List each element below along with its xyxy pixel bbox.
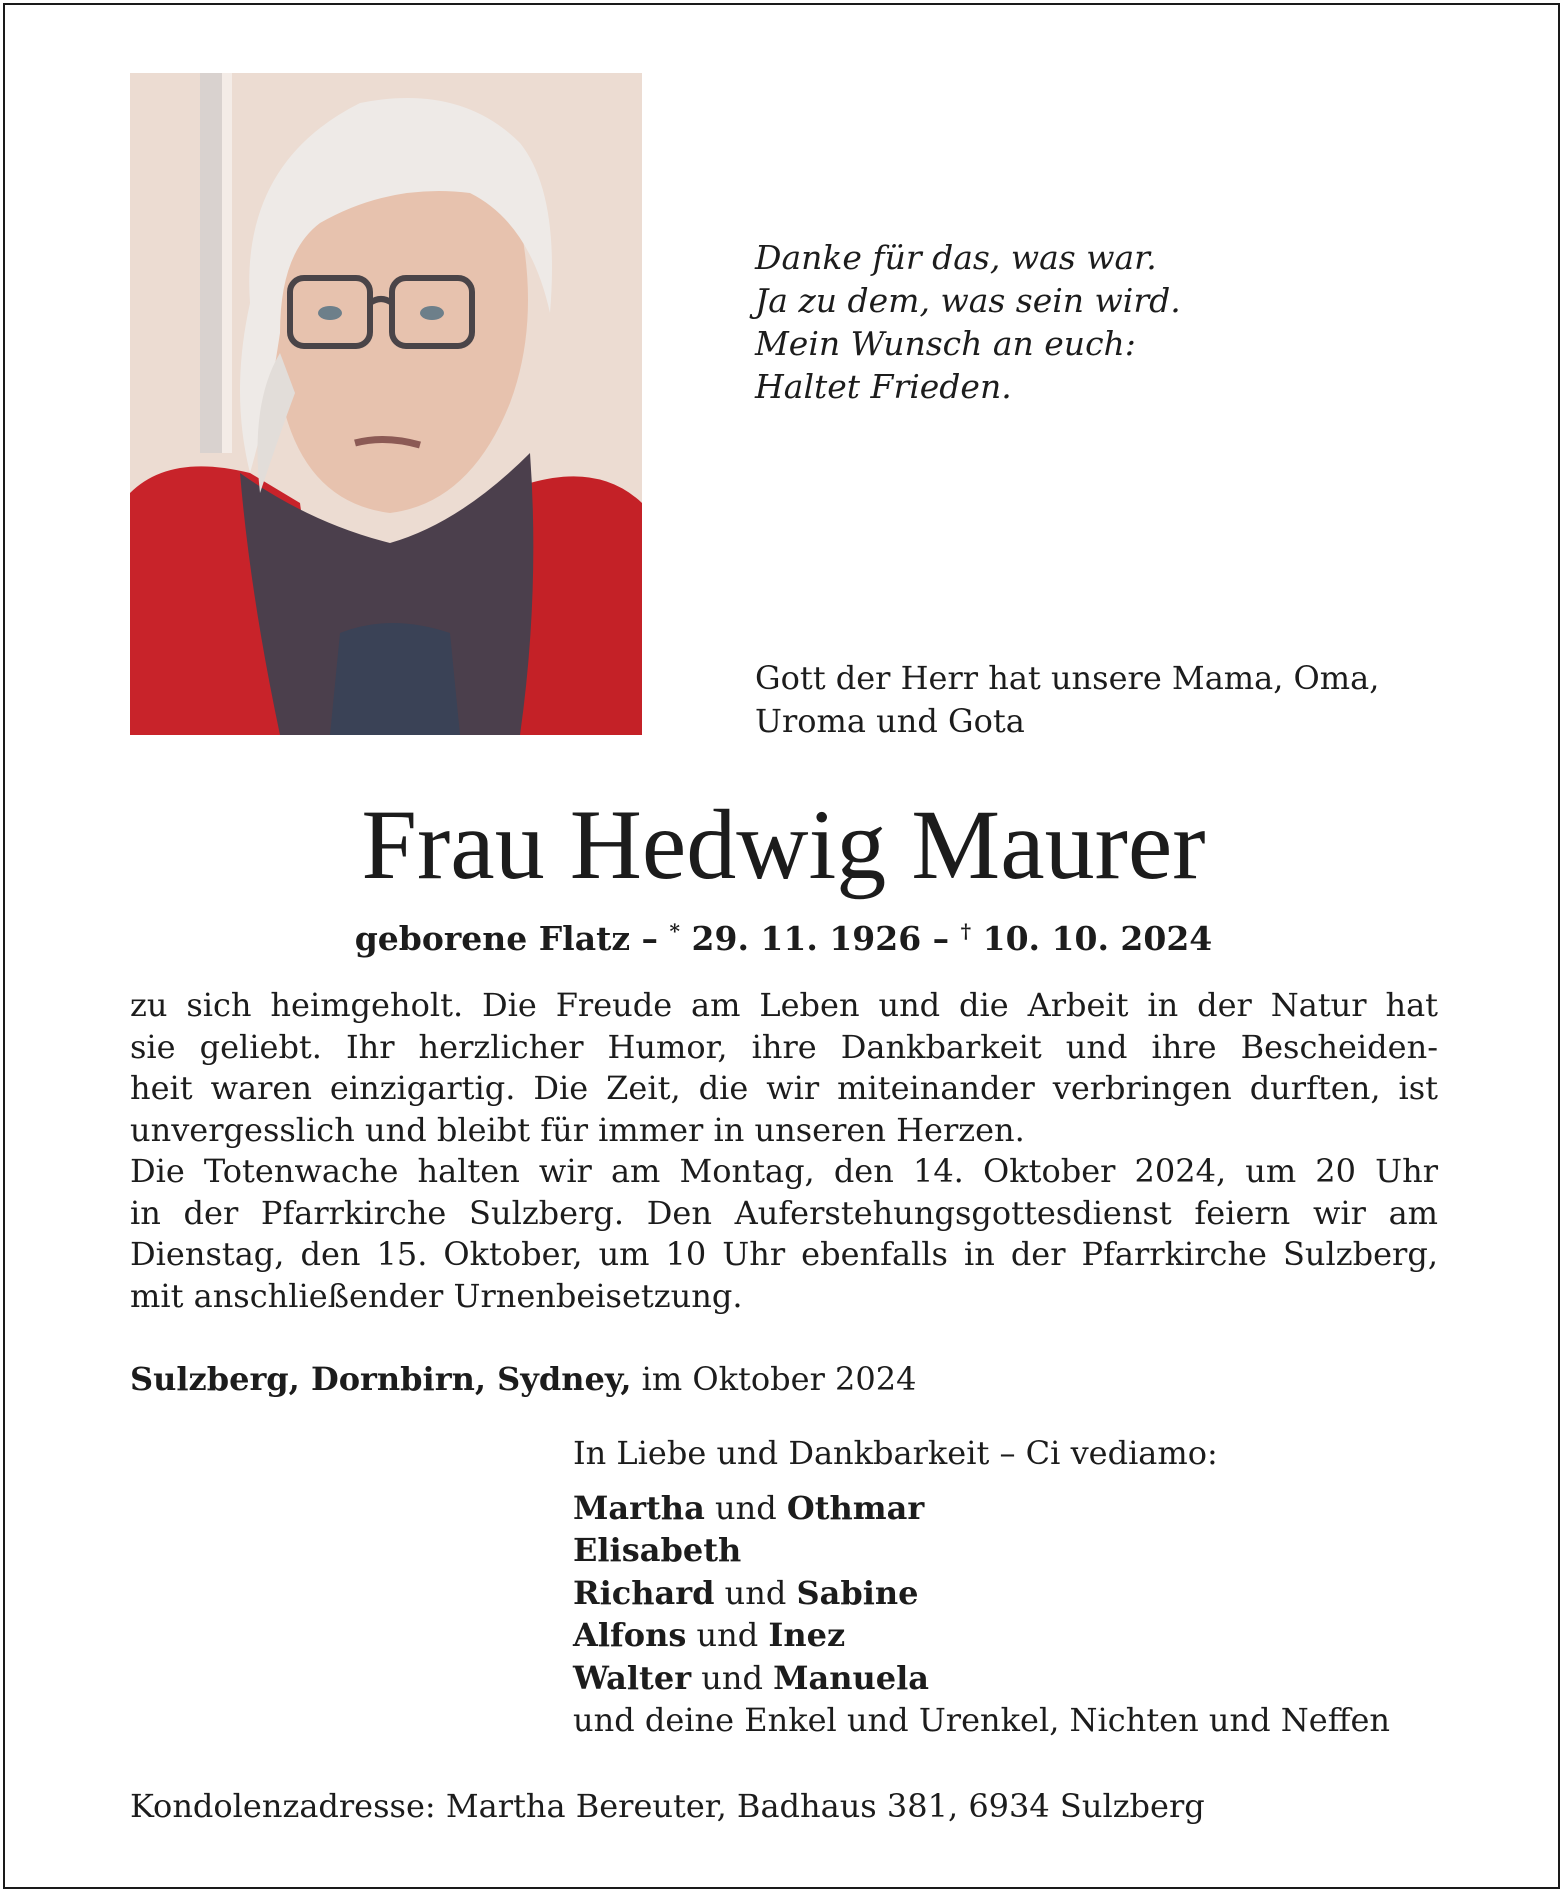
place-and-date: [130, 1358, 916, 1400]
family-member-row: [573, 1572, 1390, 1615]
intro-text: [755, 657, 1379, 743]
body-line: unvergesslich und bleibt für immer in unseren Herzen.: [130, 1110, 1025, 1149]
family-member: Sabine: [796, 1573, 919, 1612]
family-member-row: [573, 1657, 1390, 1700]
death-date: 10. 10. 2024: [982, 919, 1213, 958]
poem-line: Danke für das, was war.: [755, 238, 1157, 277]
poem-line: Mein Wunsch an euch:: [755, 324, 1136, 363]
body-line: Dienstag, den 15. Oktober, um 10 Uhr ebenfalls in der Pfarrkirche Sulzberg,: [130, 1235, 1438, 1273]
family-member: Richard: [573, 1573, 715, 1612]
obituary-body: [130, 985, 1438, 1317]
portrait-photo: [130, 73, 642, 735]
connector: und: [724, 1573, 787, 1612]
family-member: Elisabeth: [573, 1531, 742, 1569]
poem-line: Haltet Frieden.: [755, 367, 1012, 406]
family-member: Othmar: [786, 1488, 925, 1527]
body-line: sie geliebt. Ihr herzlicher Humor, ihre Dankbarkeit und ihre Bescheiden-: [130, 1027, 1438, 1066]
body-line: zu sich heimgeholt. Die Freude am Leben und die Arbeit in der Natur hat: [130, 986, 1438, 1024]
birth-symbol: *: [669, 919, 681, 943]
family-member: Alfons: [573, 1616, 687, 1654]
death-symbol: †: [960, 919, 972, 943]
portrait-illustration: [130, 73, 642, 735]
birth-death-dates: geborene Flatz – * 29. 11. 1926 – † 10. 10. 2024: [354, 919, 1213, 958]
body-line: in der Pfarrkirche Sulzberg. Den Auferstehungsgottesdienst feiern wir am: [130, 1193, 1438, 1232]
connector: und: [696, 1616, 759, 1654]
body-line: heit waren einzigartig. Die Zeit, die wir miteinander verbringen durften, ist: [130, 1069, 1438, 1107]
family-member: Manuela: [773, 1658, 930, 1697]
condolence-address: Kondolenzadresse: Martha Bereuter, Badhaus 381, 6934 Sulzberg: [130, 1787, 1205, 1825]
family-heading: In Liebe und Dankbarkeit – Ci vediamo:: [573, 1434, 1218, 1472]
connector: und: [714, 1488, 777, 1527]
family-member-row: [573, 1487, 1390, 1530]
intro-line: Uroma und Gota: [755, 702, 1025, 740]
family-member: Walter: [573, 1658, 692, 1697]
memorial-poem: [755, 236, 1181, 408]
poem-line: Ja zu dem, was sein wird.: [755, 281, 1181, 320]
places: Sulzberg, Dornbirn, Sydney,: [130, 1360, 632, 1398]
family-member-row: [573, 1614, 1390, 1657]
family-signatures: [573, 1432, 1390, 1742]
birth-name: geborene Flatz: [354, 919, 631, 958]
connector: und: [701, 1658, 763, 1697]
family-member: Inez: [768, 1616, 846, 1654]
date: im Oktober 2024: [641, 1360, 917, 1398]
family-closing: und deine Enkel und Urenkel, Nichten und Neffen: [573, 1701, 1390, 1739]
family-member-row: [573, 1529, 1390, 1572]
deceased-name: Frau Hedwig Maurer: [361, 789, 1206, 900]
family-member: Martha: [573, 1488, 705, 1527]
body-line: mit anschließender Urnenbeisetzung.: [130, 1276, 743, 1315]
birth-date: 29. 11. 1926: [691, 919, 922, 958]
body-line: Die Totenwache halten wir am Montag, den 14. Oktober 2024, um 20 Uhr: [130, 1152, 1438, 1190]
intro-line: Gott der Herr hat unsere Mama, Oma,: [755, 659, 1380, 697]
